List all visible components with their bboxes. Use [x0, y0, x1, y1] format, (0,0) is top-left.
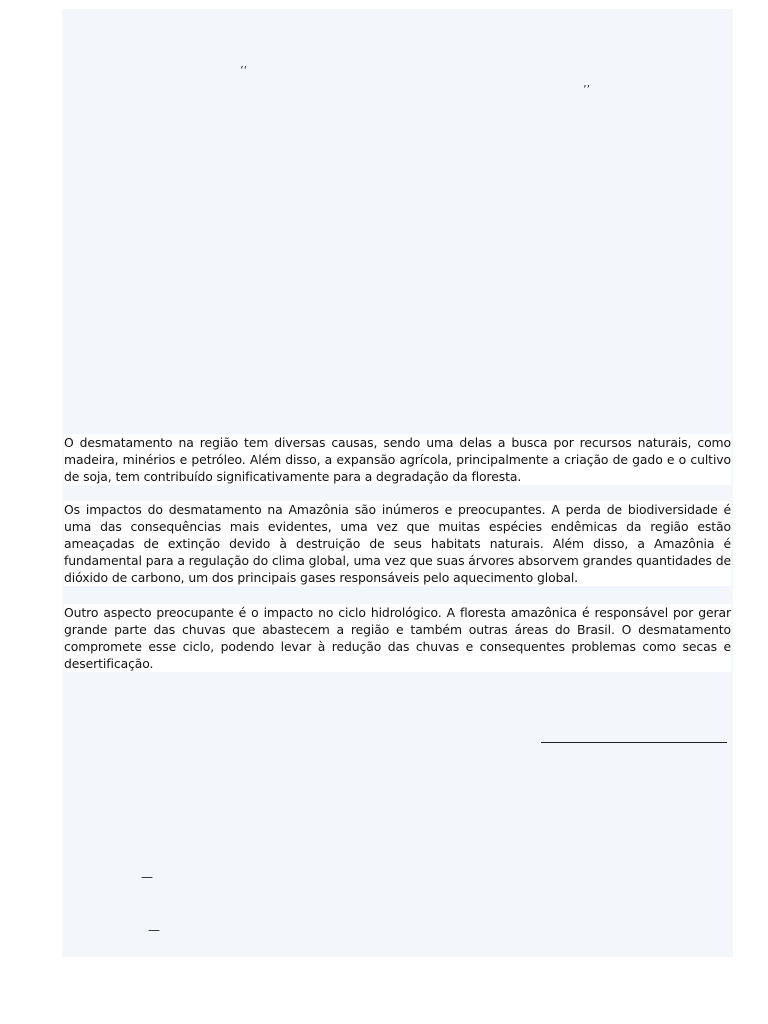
- document-page: [62, 9, 733, 957]
- paragraph-impacts: Os impactos do desmatamento na Amazônia são inúmeros e preocupantes. A perda de biodiversidade é uma das consequências mais evidentes, uma vez que muitas espécies endêmicas da região estão ameaçadas de extinção devido à destruição de seus habitats naturais. Além disso, a Amazônia é fundamental para a regulação do clima global, uma vez que suas árvores absorvem grandes quantidades de dióxido de carbono, um dos principais gases responsáveis pelo aquecimento global.: [64, 502, 731, 585]
- dash-mark-2: —: [148, 923, 160, 937]
- paragraph-causes: O desmatamento na região tem diversas causas, sendo uma delas a busca por recursos naturais, como madeira, minérios e petróleo. Além disso, a expansão agrícola, principalmente a criação de gado e o cultivo de soja, tem contribuído significativamente para a degradação da floresta.: [64, 435, 731, 484]
- signature-line: [541, 742, 727, 743]
- paragraph-hydrological-cycle: Outro aspecto preocupante é o impacto no ciclo hidrológico. A floresta amazônica é responsável por gerar grande parte das chuvas que abastecem a região e também outras áreas do Brasil. O desmatamento compromete esse ciclo, podendo levar à redução das chuvas e consequentes problemas como secas e desertificação.: [64, 605, 731, 671]
- dash-mark-1: —: [141, 870, 153, 884]
- opening-quote-mark: ‘‘: [240, 64, 247, 77]
- closing-quote-mark: ’’: [583, 83, 590, 96]
